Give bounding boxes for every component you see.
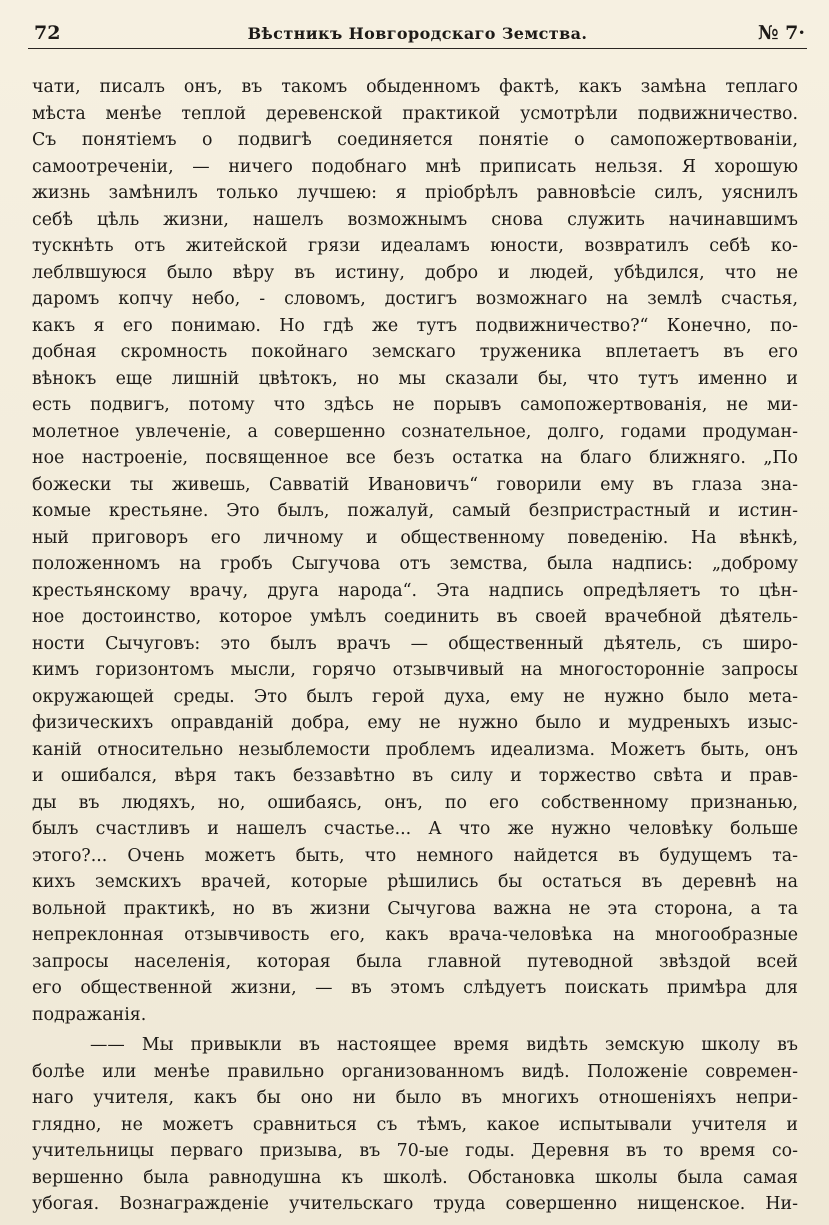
header-rule [28, 48, 807, 49]
text-line: ное достоинство, которое умѣлъ соединить въ своей врачебной дѣятель- [32, 607, 798, 627]
article-body [32, 74, 798, 1218]
text-line: жизнь замѣнилъ только лучшею: я пріобрѣлъ равновѣсіе силъ, уяснилъ [32, 183, 798, 203]
running-header [28, 20, 807, 48]
text-line: даромъ копчу небо, - словомъ, достигъ возможнаго на землѣ счастья, [32, 289, 798, 309]
text-line: положенномъ на гробъ Сыгучова отъ земства, была надпись: „доброму [32, 554, 798, 574]
text-line: болѣе или менѣе правильно организованномъ видѣ. Положеніе современ- [32, 1061, 798, 1082]
text-line: самоотреченіи, — ничего подобнаго мнѣ приписать нельзя. Я хорошую [32, 156, 798, 177]
text-line: глядно, не можетъ сравниться съ тѣмъ, какое испытывали учителя и [32, 1114, 798, 1135]
text-line: леблвшуюся было вѣру въ истину, добро и людей, убѣдился, что не [32, 262, 798, 283]
text-line: окружающей среды. Это былъ герой духа, ему не нужно было мета- [32, 686, 798, 707]
text-line: былъ счастливъ и нашелъ счастье... А что же нужно человѣку больше [32, 819, 798, 839]
page-number: 72 [34, 22, 61, 44]
text-line: наго учителя, какъ бы оно ни было въ многихъ отношеніяхъ непри- [32, 1088, 798, 1108]
text-line: и ошибался, вѣря такъ беззавѣтно въ силу и торжество свѣта и прав- [32, 766, 798, 786]
issue-number: № 7· [757, 22, 805, 44]
text-line: этого?... Очень можетъ быть, что немного найдется въ будущемъ та- [32, 845, 798, 866]
text-line: есть подвигъ, потому что здѣсь не порывъ самопожертвованія, не ми- [32, 395, 798, 415]
text-line: физическихъ оправданій добра, ему не нужно было и мудреныхъ изыс- [32, 713, 798, 733]
text-line: запросы населенія, которая была главной путеводной звѣздой всей [32, 951, 798, 972]
paragraph-2 [32, 1032, 798, 1218]
text-line: подражанія. [32, 1004, 147, 1025]
text-line: каній относительно незыблемости проблемъ идеализма. Можетъ быть, онъ [32, 739, 798, 760]
text-line: крестьянскому врачу, друга народа“. Эта надпись опредѣляетъ то цѣн- [32, 580, 798, 601]
text-line: добная скромность покойнаго земскаго труженика вплетаетъ въ его [32, 342, 798, 362]
text-line: непреклонная отзывчивость его, какъ врача-человѣка на многообразные [32, 925, 798, 945]
text-line: чати, писалъ онъ, въ такомъ обыденномъ фактѣ, какъ замѣна теплаго [32, 77, 798, 97]
text-line: его общественной жизни, — въ этомъ слѣдуетъ поискать примѣра для [32, 978, 798, 998]
text-line: вольной практикѣ, но въ жизни Сычугова важна не эта сторона, а та [32, 898, 798, 919]
text-line: Съ понятіемъ о подвигѣ соединяется понятіе о самопожертвованіи, [32, 130, 798, 150]
text-line: комые крестьяне. Это былъ, пожалуй, самый безпристрастный и истин- [32, 501, 798, 521]
text-line: учительницы перваго призыва, въ 70-ые годы. Деревня въ то время со- [32, 1141, 798, 1161]
text-line: молетное увлеченіе, а совершенно сознательное, долго, годами продуман- [32, 421, 798, 442]
text-line: тускнѣть отъ житейской грязи идеаламъ юности, возвратилъ себѣ ко- [32, 236, 798, 256]
text-line: ный приговоръ его личному и общественному поведенію. На вѣнкѣ, [32, 527, 798, 548]
text-line: ное настроеніе, посвященное все безъ остатка на благо ближняго. „По [32, 448, 798, 468]
text-line: мѣста менѣе теплой деревенской практикой усмотрѣли подвижничество. [32, 103, 798, 124]
text-line: ности Сычуговъ: это былъ врачъ — общественный дѣятель, съ широ- [32, 633, 798, 654]
journal-title: Вѣстникъ Новгородскаго Земства. [247, 24, 588, 43]
text-line: вершенно была равнодушна къ школѣ. Обстановка школы была самая [32, 1167, 798, 1188]
text-line: —— Мы привыкли въ настоящее время видѣть земскую школу въ [90, 1035, 798, 1055]
text-line: вѣнокъ еще лишній цвѣтокъ, но мы сказали бы, что тутъ именно и [32, 368, 798, 389]
text-line: кихъ земскихъ врачей, которые рѣшились бы остаться въ деревнѣ на [32, 872, 798, 892]
text-line: какъ я его понимаю. Но гдѣ же тутъ подвижничество?“ Конечно, по- [32, 315, 798, 336]
text-line: кимъ горизонтомъ мысли, горячо отзывчивый на многосторонніе запросы [32, 660, 798, 680]
paragraph-1 [32, 74, 798, 1028]
text-line: ды въ людяхъ, но, ошибаясь, онъ, по его собственному признанью, [32, 792, 798, 813]
text-line: убогая. Вознагражденіе учительскаго труда совершенно нищенское. Ни- [32, 1194, 798, 1214]
text-line: себѣ цѣль жизни, нашелъ возможнымъ снова служить начинавшимъ [32, 209, 798, 230]
text-line: божески ты живешь, Савватій Ивановичъ“ говорили ему въ глаза зна- [32, 474, 798, 495]
